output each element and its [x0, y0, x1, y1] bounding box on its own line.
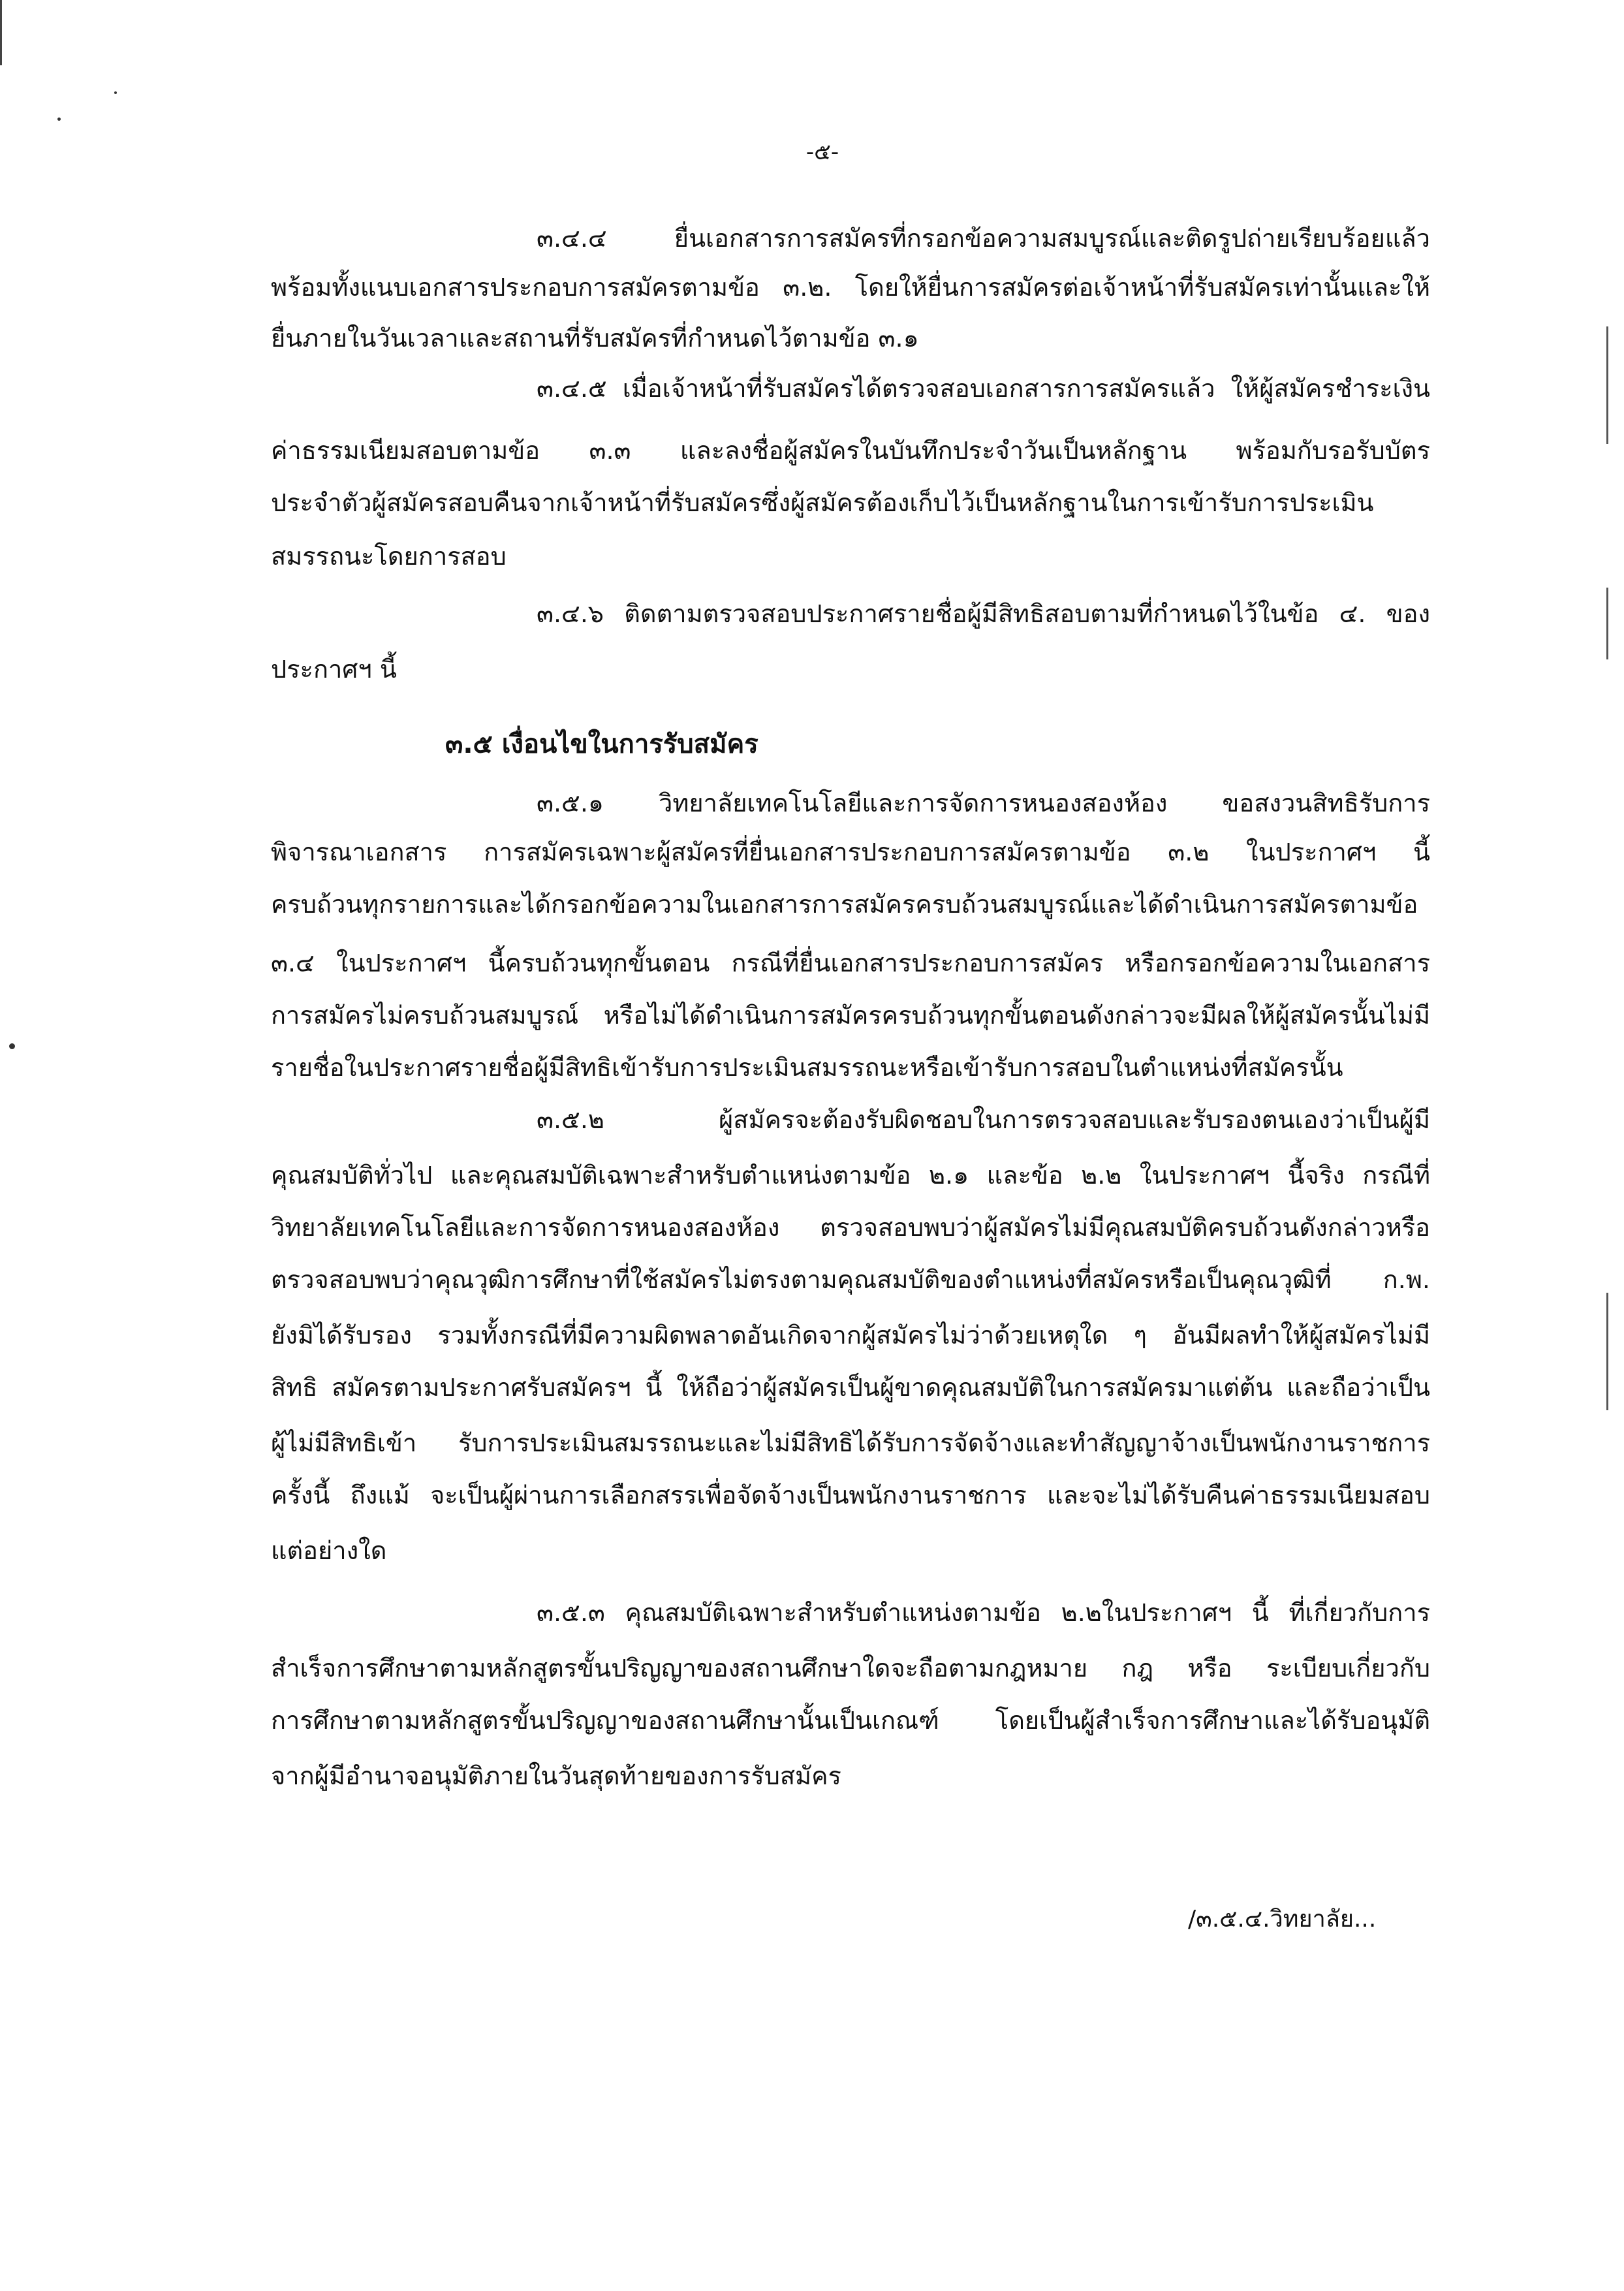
- paragraph-line: จากผู้มีอำนาจอนุมัติภายในวันสุดท้ายของการรับสมัคร: [271, 1762, 841, 1790]
- paragraph-line: ๓.๕.๓ คุณสมบัติเฉพาะสำหรับตำแหน่งตามข้อ ๒.๒ในประกาศฯ นี้ ที่เกี่ยวกับการ: [537, 1598, 1430, 1627]
- paragraph-line: ๓.๔.๕ เมื่อเจ้าหน้าที่รับสมัครได้ตรวจสอบเอกสารการสมัครแล้ว ให้ผู้สมัครชำระเงิน: [537, 374, 1430, 403]
- paragraph-line: สมรรถนะโดยการสอบ: [271, 542, 507, 571]
- paragraph-line: การศึกษาตามหลักสูตรขั้นปริญญาของสถานศึกษานั้นเป็นเกณฑ์ โดยเป็นผู้สำเร็จการศึกษาและได้รับอนุมัติ: [271, 1706, 1430, 1735]
- paragraph-line: ๓.๔.๔ ยื่นเอกสารการสมัครที่กรอกข้อความสมบูรณ์และติดรูปถ่ายเรียบร้อยแล้ว: [537, 224, 1430, 253]
- paragraph-line: ๓.๔ ในประกาศฯ นี้ครบถ้วนทุกขั้นตอน กรณีที่ยื่นเอกสารประกอบการสมัคร หรือกรอกข้อความในเอกสาร: [271, 949, 1430, 977]
- paragraph-line: ครบถ้วนทุกรายการและได้กรอกข้อความในเอกสารการสมัครครบถ้วนสมบูรณ์และได้ดำเนินการสมัครตามข้อ: [271, 890, 1418, 919]
- paragraph-line: การสมัครไม่ครบถ้วนสมบูรณ์ หรือไม่ได้ดำเนินการสมัครครบถ้วนทุกขั้นตอนดังกล่าวจะมีผลให้ผู้สมัครนั้นไม่มี: [271, 1001, 1430, 1030]
- paragraph-line: รายชื่อในประกาศรายชื่อผู้มีสิทธิเข้ารับการประเมินสมรรถนะหรือเข้ารับการสอบในตำแหน่งที่สมัครนั้น: [271, 1053, 1343, 1082]
- page-number: -๕-: [805, 139, 839, 165]
- paragraph-line: ๓.๔.๖ ติดตามตรวจสอบประกาศรายชื่อผู้มีสิทธิสอบตามที่กำหนดไว้ในข้อ ๔. ของ: [537, 599, 1430, 628]
- paragraph-line: คุณสมบัติทั่วไป และคุณสมบัติเฉพาะสำหรับตำแหน่งตามข้อ ๒.๑ และข้อ ๒.๒ ในประกาศฯ นี้จริง กรณีที่: [271, 1161, 1430, 1190]
- paragraph-line: วิทยาลัยเทคโนโลยีและการจัดการหนองสองห้อง ตรวจสอบพบว่าผู้สมัครไม่มีคุณสมบัติครบถ้วนดังกล่าวหรือ: [271, 1213, 1430, 1242]
- paragraph-line: พิจารณาเอกสาร การสมัครเฉพาะผู้สมัครที่ยื่นเอกสารประกอบการสมัครตามข้อ ๓.๒ ในประกาศฯ นี้: [271, 838, 1430, 866]
- paragraph-line: ค่าธรรมเนียมสอบตามข้อ ๓.๓ และลงชื่อผู้สมัครในบันทึกประจำวันเป็นหลักฐาน พร้อมกับรอรับบัตร: [271, 436, 1430, 465]
- paragraph-line: พร้อมทั้งแนบเอกสารประกอบการสมัครตามข้อ ๓.๒. โดยให้ยื่นการสมัครต่อเจ้าหน้าที่รับสมัครเท่านั้นและให้: [271, 273, 1430, 302]
- continued-marker: /๓.๕.๔.วิทยาลัย...: [1188, 1906, 1377, 1933]
- paragraph-line: ครั้งนี้ ถึงแม้ จะเป็นผู้ผ่านการเลือกสรรเพื่อจัดจ้างเป็นพนักงานราชการ และจะไม่ได้รับคืนค่าธรรมเนียมสอบ: [271, 1481, 1430, 1509]
- scan-edge-right-2: [1606, 588, 1608, 659]
- scan-edge-right-3: [1606, 1293, 1608, 1410]
- paragraph-line: ๓.๕.๑ วิทยาลัยเทคโนโลยีและการจัดการหนองสองห้อง ขอสงวนสิทธิรับการ: [537, 789, 1430, 817]
- paragraph-line: ผู้ไม่มีสิทธิเข้า รับการประเมินสมรรถนะและไม่มีสิทธิได้รับการจัดจ้างและทำสัญญาจ้างเป็นพนักงานราชการ: [271, 1429, 1430, 1457]
- paragraph-line: ประกาศฯ นี้: [271, 655, 397, 684]
- paragraph-line: ยังมิได้รับรอง รวมทั้งกรณีที่มีความผิดพลาดอันเกิดจากผู้สมัครไม่ว่าด้วยเหตุใด ๆ อันมีผลทำให้ผู้สมัครไม่มี: [271, 1321, 1430, 1350]
- paragraph-line: ๓.๕.๒ ผู้สมัครจะต้องรับผิดชอบในการตรวจสอบและรับรองตนเองว่าเป็นผู้มี: [537, 1105, 1430, 1134]
- scan-speck: [114, 91, 117, 94]
- scan-speck: [9, 1043, 15, 1049]
- paragraph-line: สิทธิ สมัครตามประกาศรับสมัครฯ นี้ ให้ถือว่าผู้สมัครเป็นผู้ขาดคุณสมบัติในการสมัครมาแต่ต้น และถือว่าเป็น: [271, 1373, 1430, 1402]
- scan-speck: [57, 118, 61, 121]
- scan-edge-left: [0, 0, 2, 65]
- paragraph-line: ประจำตัวผู้สมัครสอบคืนจากเจ้าหน้าที่รับสมัครซึ่งผู้สมัครต้องเก็บไว้เป็นหลักฐานในการเข้ารับการประเมิน: [271, 488, 1374, 517]
- paragraph-line: ยื่นภายในวันเวลาและสถานที่รับสมัครที่กำหนดไว้ตามข้อ ๓.๑: [271, 324, 919, 353]
- scan-edge-right-1: [1606, 326, 1608, 444]
- paragraph-line: สำเร็จการศึกษาตามหลักสูตรขั้นปริญญาของสถานศึกษาใดจะถือตามกฎหมาย กฎ หรือ ระเบียบเกี่ยวกับ: [271, 1654, 1430, 1683]
- section-heading: ๓.๕ เงื่อนไขในการรับสมัคร: [445, 729, 758, 759]
- paragraph-line: แต่อย่างใด: [271, 1536, 387, 1565]
- paragraph-line: ตรวจสอบพบว่าคุณวุฒิการศึกษาที่ใช้สมัครไม่ตรงตามคุณสมบัติของตำแหน่งที่สมัครหรือเป็นคุณวุฒิที่ ก.พ.: [271, 1265, 1430, 1294]
